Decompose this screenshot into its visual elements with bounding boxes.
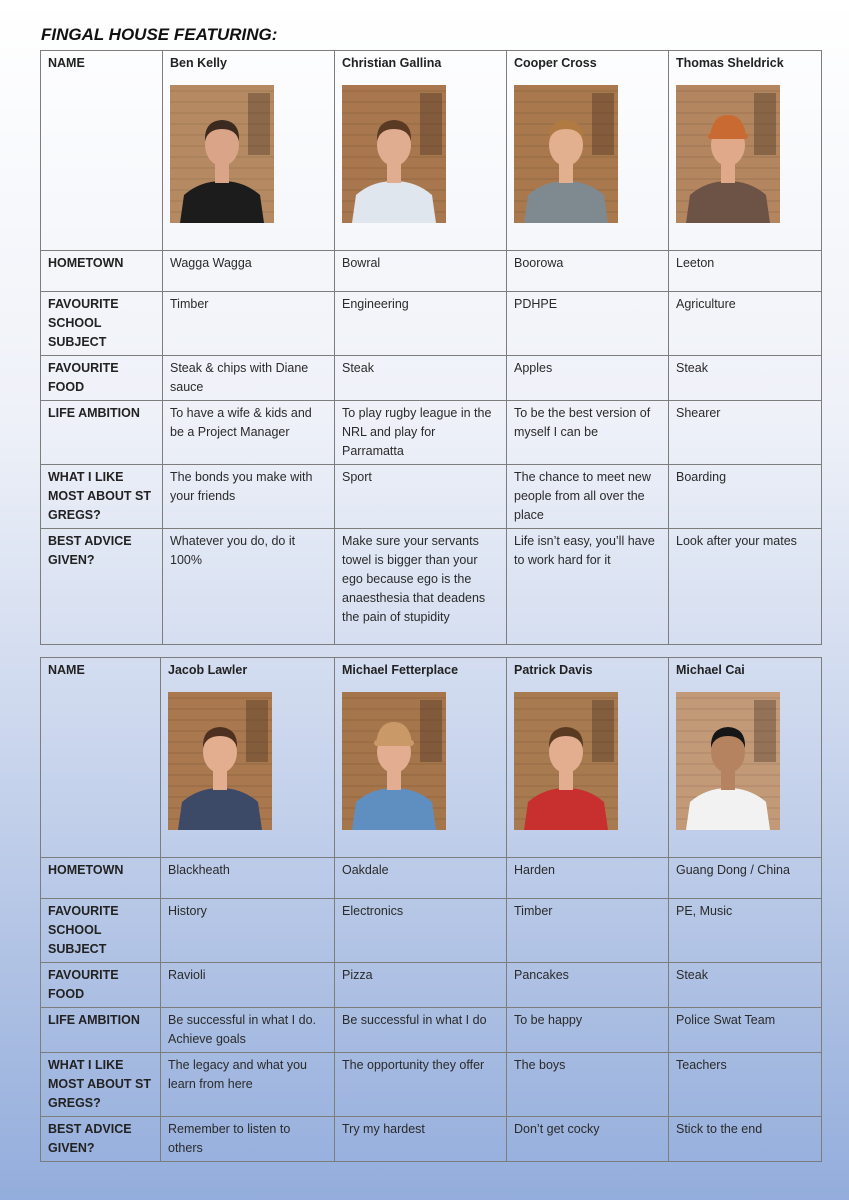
hometown-cell: Guang Dong / China (669, 858, 822, 899)
subject-cell: Engineering (335, 292, 507, 356)
hometown-row (41, 251, 822, 292)
hometown-cell: Blackheath (161, 858, 335, 899)
student-cell (161, 658, 335, 858)
hometown-cell: Harden (507, 858, 669, 899)
like-row (41, 1053, 822, 1117)
student-name: Ben Kelly (170, 56, 227, 70)
advice-cell: Whatever you do, do it 100% (163, 529, 335, 645)
hometown-cell: Oakdale (335, 858, 507, 899)
row-label-food: FAVOURITE FOOD (41, 963, 161, 1008)
student-photo (676, 85, 780, 223)
row-label-food: FAVOURITE FOOD (41, 356, 163, 401)
ambition-cell: To be the best version of myself I can be (507, 401, 669, 465)
ambition-cell: Be successful in what I do (335, 1008, 507, 1053)
advice-row (41, 529, 822, 645)
row-label-name: NAME (41, 51, 163, 251)
row-label-hometown: HOMETOWN (41, 858, 161, 899)
advice-row (41, 1117, 822, 1162)
food-cell: Steak & chips with Diane sauce (163, 356, 335, 401)
student-cell (335, 51, 507, 251)
advice-cell: Stick to the end (669, 1117, 822, 1162)
ambition-cell: To play rugby league in the NRL and play for Parramatta (335, 401, 507, 465)
ambition-cell: Be successful in what I do. Achieve goals (161, 1008, 335, 1053)
subject-cell: PDHPE (507, 292, 669, 356)
page-title: FINGAL HOUSE FEATURING: (41, 25, 278, 44)
ambition-cell: To have a wife & kids and be a Project Manager (163, 401, 335, 465)
student-cell (507, 658, 669, 858)
row-label-ambition: LIFE AMBITION (41, 1008, 161, 1053)
subject-cell: Timber (507, 899, 669, 963)
ambition-cell: Police Swat Team (669, 1008, 822, 1053)
ambition-row (41, 401, 822, 465)
food-cell: Pancakes (507, 963, 669, 1008)
like-cell: The boys (507, 1053, 669, 1117)
food-cell: Pizza (335, 963, 507, 1008)
row-label-subject: FAVOURITE SCHOOL SUBJECT (41, 899, 161, 963)
ambition-cell: To be happy (507, 1008, 669, 1053)
like-cell: The legacy and what you learn from here (161, 1053, 335, 1117)
name-row (41, 658, 822, 858)
student-photo (342, 692, 446, 830)
name-row (41, 51, 822, 251)
like-cell: The chance to meet new people from all over the place (507, 465, 669, 529)
student-photo (170, 85, 274, 223)
student-name: Cooper Cross (514, 56, 597, 70)
student-photo (168, 692, 272, 830)
hometown-cell: Boorowa (507, 251, 669, 292)
advice-cell: Remember to listen to others (161, 1117, 335, 1162)
advice-cell: Life isn’t easy, you’ll have to work hard for it (507, 529, 669, 645)
row-label-ambition: LIFE AMBITION (41, 401, 163, 465)
student-cell (507, 51, 669, 251)
student-cell (669, 51, 822, 251)
row-label-name: NAME (41, 658, 161, 858)
row-label-like: WHAT I LIKE MOST ABOUT ST GREGS? (41, 465, 163, 529)
student-photo (514, 692, 618, 830)
food-cell: Steak (669, 963, 822, 1008)
subject-row (41, 292, 822, 356)
advice-cell: Make sure your servants towel is bigger than your ego because ego is the anaesthesia that deadens the pain of stupidity (335, 529, 507, 645)
student-name: Christian Gallina (342, 56, 442, 70)
food-cell: Ravioli (161, 963, 335, 1008)
like-cell: Teachers (669, 1053, 822, 1117)
advice-cell: Try my hardest (335, 1117, 507, 1162)
ambition-row (41, 1008, 822, 1053)
subject-cell: Agriculture (669, 292, 822, 356)
subject-cell: Timber (163, 292, 335, 356)
like-row (41, 465, 822, 529)
food-cell: Steak (669, 356, 822, 401)
subject-cell: History (161, 899, 335, 963)
student-photo (514, 85, 618, 223)
student-name: Thomas Sheldrick (676, 56, 784, 70)
like-cell: The opportunity they offer (335, 1053, 507, 1117)
subject-row (41, 899, 822, 963)
student-cell (669, 658, 822, 858)
profile-table-2 (40, 657, 822, 1162)
ambition-cell: Shearer (669, 401, 822, 465)
like-cell: The bonds you make with your friends (163, 465, 335, 529)
row-label-advice: BEST ADVICE GIVEN? (41, 1117, 161, 1162)
food-cell: Steak (335, 356, 507, 401)
student-photo (676, 692, 780, 830)
food-row (41, 963, 822, 1008)
row-label-advice: BEST ADVICE GIVEN? (41, 529, 163, 645)
hometown-cell: Wagga Wagga (163, 251, 335, 292)
hometown-cell: Bowral (335, 251, 507, 292)
advice-cell: Look after your mates (669, 529, 822, 645)
student-name: Patrick Davis (514, 663, 593, 677)
subject-cell: Electronics (335, 899, 507, 963)
student-name: Michael Cai (676, 663, 745, 677)
food-row (41, 356, 822, 401)
advice-cell: Don’t get cocky (507, 1117, 669, 1162)
like-cell: Sport (335, 465, 507, 529)
student-name: Michael Fetterplace (342, 663, 459, 677)
hometown-cell: Leeton (669, 251, 822, 292)
subject-cell: PE, Music (669, 899, 822, 963)
profile-table-1 (40, 50, 822, 645)
row-label-hometown: HOMETOWN (41, 251, 163, 292)
like-cell: Boarding (669, 465, 822, 529)
hometown-row (41, 858, 822, 899)
row-label-subject: FAVOURITE SCHOOL SUBJECT (41, 292, 163, 356)
student-name: Jacob Lawler (168, 663, 248, 677)
student-cell (163, 51, 335, 251)
row-label-like: WHAT I LIKE MOST ABOUT ST GREGS? (41, 1053, 161, 1117)
student-photo (342, 85, 446, 223)
student-cell (335, 658, 507, 858)
food-cell: Apples (507, 356, 669, 401)
